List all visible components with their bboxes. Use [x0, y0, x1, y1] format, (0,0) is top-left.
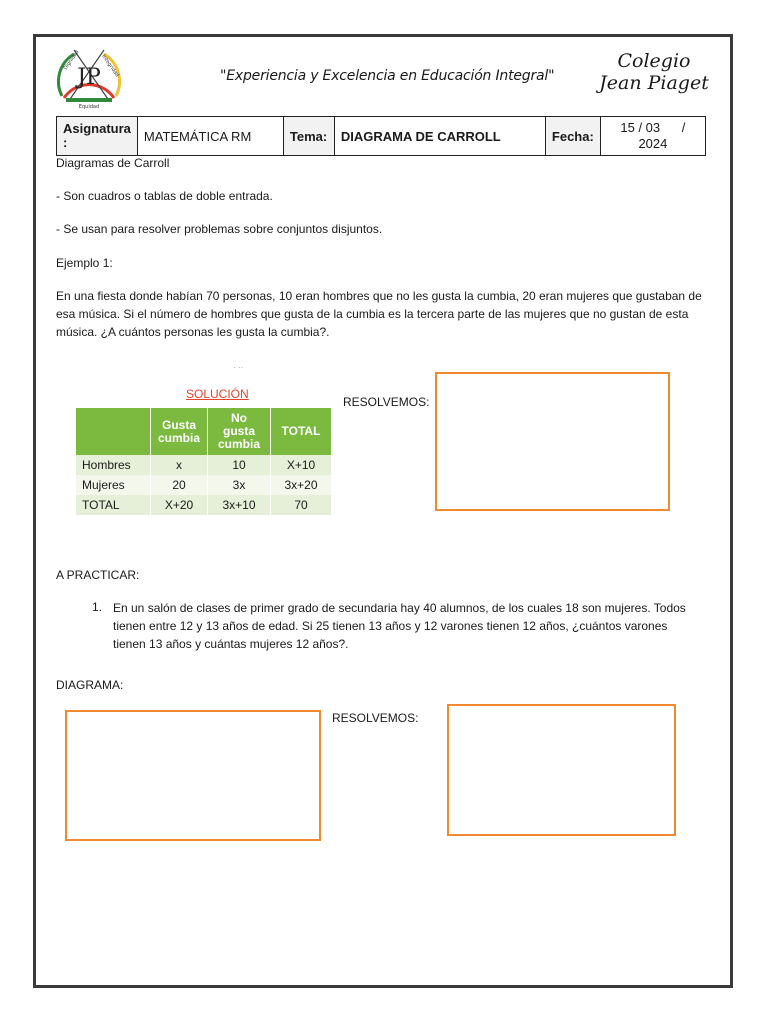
carroll-cell: x — [151, 455, 208, 475]
school-motto: "Experiencia y Excelencia en Educación Integral" — [220, 68, 555, 84]
carroll-col-header: TOTAL — [271, 408, 332, 455]
logo-word-integridad: Integridad — [100, 53, 121, 79]
carroll-cell: 3x+20 — [271, 475, 332, 495]
asignatura-label: Asignatura : — [57, 117, 138, 156]
resolvemos-label-1: RESOLVEMOS: — [343, 395, 430, 409]
school-name-line2: Jean Piaget — [599, 72, 709, 94]
stray-dots: · ·· — [233, 363, 244, 372]
carroll-cell: X+20 — [151, 495, 208, 515]
answer-box-1[interactable] — [435, 372, 670, 511]
bullet-2: - Se usan para resolver problemas sobre conjuntos disjuntos. — [56, 222, 383, 236]
carroll-row — [76, 455, 332, 475]
carroll-row-label: Mujeres — [76, 475, 151, 495]
fecha-value-line2: 2024 — [638, 136, 668, 151]
resolvemos-label-2: RESOLVEMOS: — [332, 711, 419, 725]
answer-box-2[interactable] — [447, 704, 676, 836]
logo-word-dignidad: Dignidad — [62, 49, 81, 72]
diagrama-label: DIAGRAMA: — [56, 678, 124, 692]
example-label: Ejemplo 1: — [56, 256, 113, 270]
fecha-value-line1: 15 / 03 / — [620, 120, 686, 135]
school-name-line1: Colegio — [617, 50, 691, 72]
logo-letters: JP — [77, 65, 101, 90]
carroll-row — [76, 495, 332, 515]
carroll-corner — [76, 408, 151, 455]
tema-label: Tema: — [283, 117, 334, 156]
carroll-cell: X+10 — [271, 455, 332, 475]
carroll-row-label: TOTAL — [76, 495, 151, 515]
carroll-cell: 20 — [151, 475, 208, 495]
carroll-table — [76, 408, 332, 515]
carroll-cell: 70 — [271, 495, 332, 515]
fecha-label: Fecha: — [545, 117, 600, 156]
exercise-number: 1. — [92, 600, 103, 614]
carroll-row — [76, 475, 332, 495]
solution-title: SOLUCIÓN — [186, 387, 249, 401]
diagram-box[interactable] — [65, 710, 321, 841]
carroll-cell: 10 — [208, 455, 271, 475]
carroll-col-header: No gusta cumbia — [208, 408, 271, 455]
school-name — [590, 50, 718, 94]
carroll-cell: 3x+10 — [208, 495, 271, 515]
carroll-row-label: Hombres — [76, 455, 151, 475]
bullet-1: - Son cuadros o tablas de doble entrada. — [56, 189, 273, 203]
school-logo — [54, 40, 124, 110]
practice-label: A PRACTICAR: — [56, 568, 140, 582]
carroll-cell: 3x — [208, 475, 271, 495]
page-title: Diagramas de Carroll — [56, 156, 170, 170]
tema-value: DIAGRAMA DE CARROLL — [334, 117, 545, 156]
exercise-text: En un salón de clases de primer grado de secundaria hay 40 alumnos, de los cuales 18 son mujeres. Todos tienen entre 12 y 13 años de edad. Si 25 tienen 13 años y 12 varones tienen 12 años, ¿cuántos varones tienen 13 años y cuántas mujeres 12 años?. — [113, 601, 686, 651]
header-info-table — [56, 116, 706, 156]
example-text: En una fiesta donde habían 70 personas, 10 eran hombres que no les gusta la cumbia, 20 eran mujeres que gustaban de esa música. Si el número de hombres que gusta de la cumbia es la tercera parte de las mujeres que no gustan de esta música. ¿A cuántos personas les gusta la cumbia?. — [56, 289, 702, 339]
asignatura-value: MATEMÁTICA RM — [137, 117, 283, 156]
logo-word-equidad: Equidad — [78, 104, 100, 110]
fecha-value — [600, 117, 705, 156]
carroll-col-header: Gusta cumbia — [151, 408, 208, 455]
